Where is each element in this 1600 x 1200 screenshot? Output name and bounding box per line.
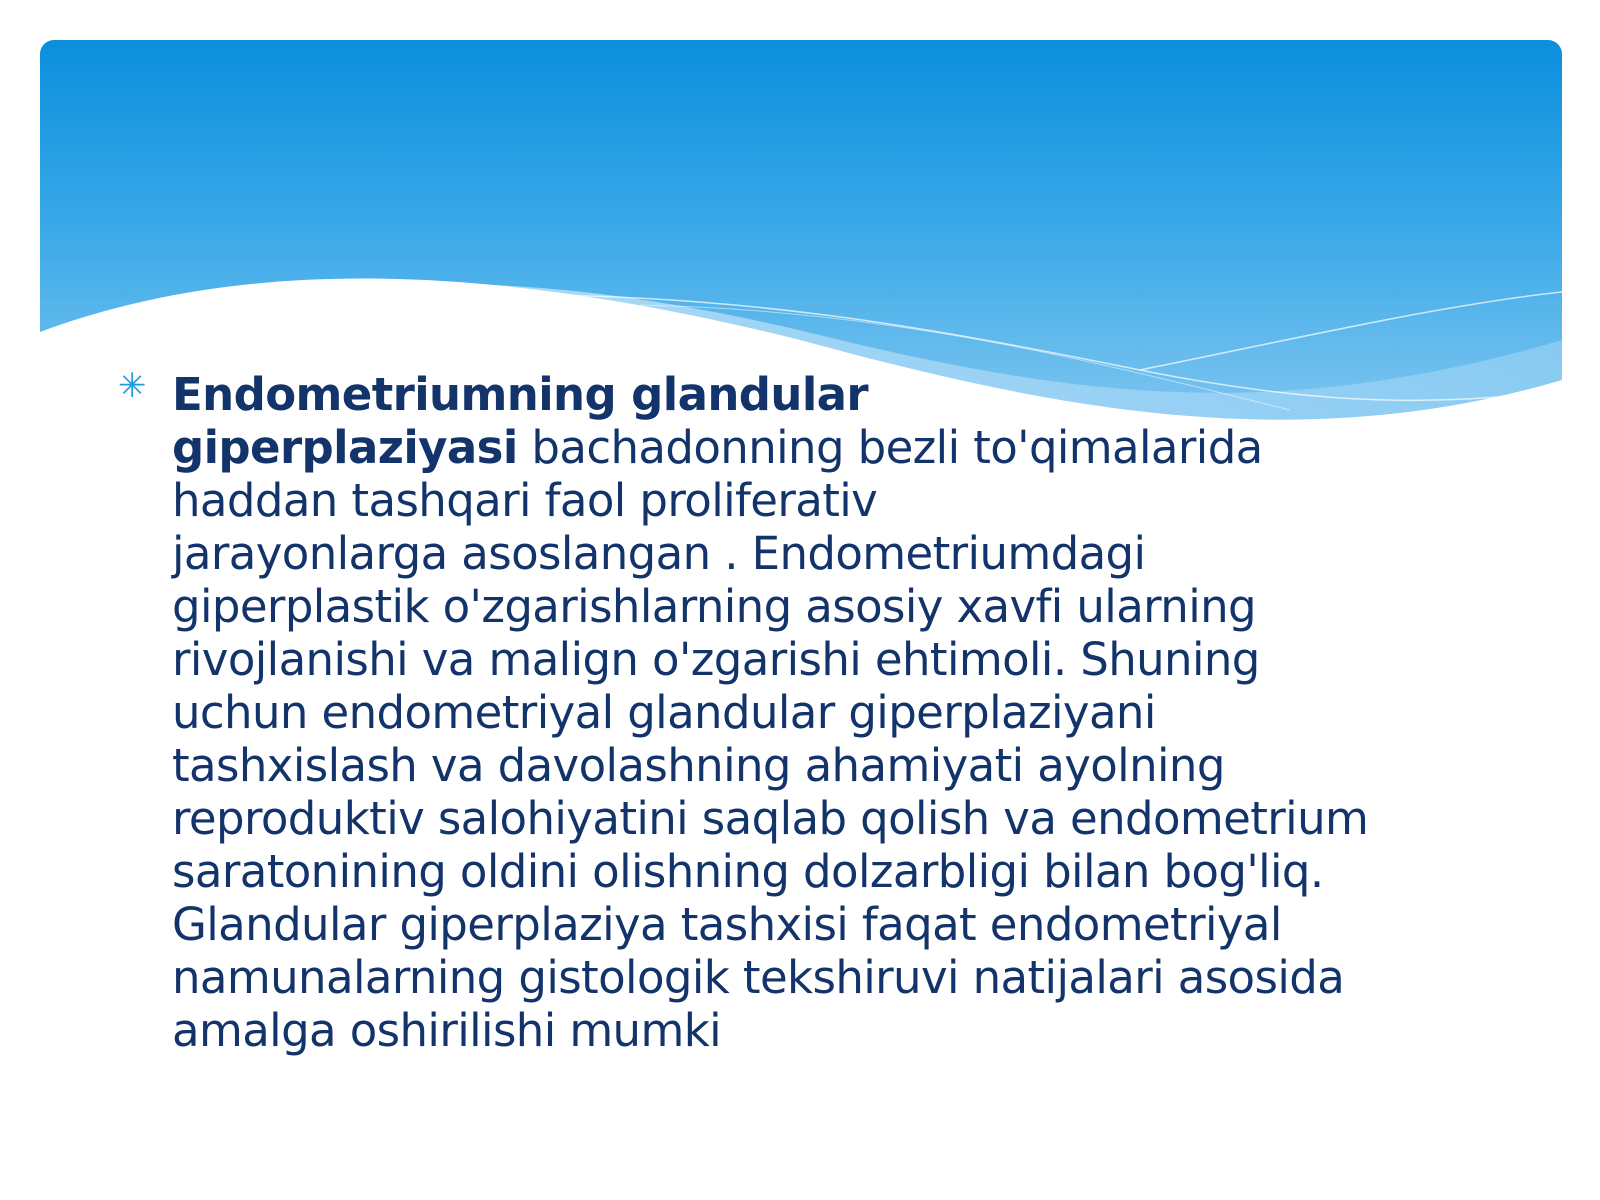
bullet-item xyxy=(118,368,1448,1057)
bold-term: giperplaziyasi xyxy=(172,421,518,474)
paragraph-line: amalga oshirilishi mumki xyxy=(172,1004,722,1057)
paragraph-line xyxy=(172,421,1448,474)
paragraph-line: saratonining oldini olishning dolzarbligi bilan bog'liq. xyxy=(172,845,1324,898)
paragraph-line: haddan tashqari faol proliferativ xyxy=(172,474,878,527)
paragraph-line: uchun endometriyal glandular giperplaziyani xyxy=(172,686,1156,739)
line-text: bachadonning bezli to'qimalarida xyxy=(517,421,1263,474)
paragraph-line: reproduktiv salohiyatini saqlab qolish va endometrium xyxy=(172,792,1369,845)
asterisk-bullet-icon: ✳ xyxy=(118,366,147,406)
paragraph-line: namunalarning gistologik tekshiruvi natijalari asosida xyxy=(172,951,1345,1004)
bold-term: Endometriumning glandular xyxy=(172,368,869,421)
paragraph-line: tashxislash va davolashning ahamiyati ayolning xyxy=(172,739,1225,792)
slide-body xyxy=(118,368,1448,1057)
paragraph-line xyxy=(172,368,1448,421)
body-paragraph xyxy=(172,368,1448,1057)
paragraph-line: jarayonlarga asoslangan . Endometriumdagi xyxy=(172,527,1146,580)
paragraph-line: rivojlanishi va malign o'zgarishi ehtimoli. Shuning xyxy=(172,633,1260,686)
paragraph-line: Glandular giperplaziya tashxisi faqat endometriyal xyxy=(172,898,1282,951)
paragraph-line: giperplastik o'zgarishlarning asosiy xavfi ularning xyxy=(172,580,1256,633)
